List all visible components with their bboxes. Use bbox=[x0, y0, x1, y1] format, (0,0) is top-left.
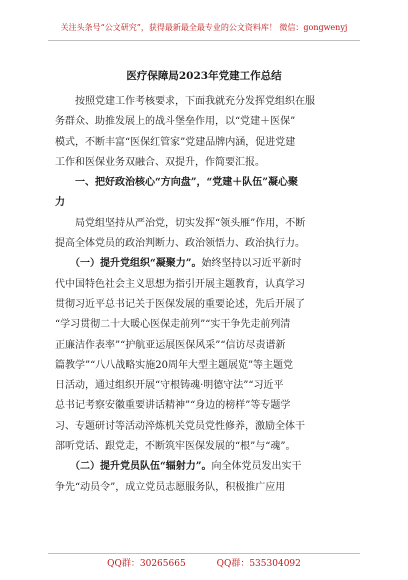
subsection-heading: （一）提升党组织“凝聚力”。 bbox=[55, 258, 202, 270]
body-line: “学习贯彻二十大暖心医保走前列”“实干争先走前列清 bbox=[55, 319, 291, 331]
document-body bbox=[55, 92, 351, 498]
body-line: 按照党建工作考核要求，下面我就充分发挥党组织在服 bbox=[55, 96, 315, 107]
body-line: 习、专题研讨等活动淬炼机关党员党性修养，激励全体干 bbox=[55, 420, 305, 432]
subsection-heading: （二）提升党员队伍“辐射力”。 bbox=[55, 461, 212, 473]
body-line: 局党组坚持从严治党，切实发挥“领头雁”作用，不断 bbox=[55, 217, 306, 229]
body-text: 始终坚持以习近平新时 bbox=[201, 258, 302, 270]
body-line: 正廉洁作表率”“护航亚运展医保风采”“信访尽责谱新 bbox=[55, 339, 286, 351]
body-text: 向全体党员发出实干 bbox=[211, 461, 302, 473]
body-line: 务群众、助推发展上的战斗堡垒作用，以“党建＋医保” bbox=[55, 116, 296, 128]
body-line: 总书记考察安徽重要讲话精神”“身边的榜样”等专题学 bbox=[55, 400, 291, 412]
promo-banner: 关注头条号“公文研究”，获得最新最全最专业的公文资料库！ 微信：gongwenyj bbox=[60, 23, 348, 32]
subsection-first-line bbox=[55, 254, 351, 274]
body-line: 篇教学”“八八战略实施20周年大型主题展览”等主题党 bbox=[55, 359, 294, 371]
body-line: 日活动，通过组织开展“守根铸魂·明德守法”“习近平 bbox=[55, 380, 284, 392]
body-line: 提高全体党员的政治判断力、政治领悟力、政治执行力。 bbox=[55, 238, 305, 250]
qq-group-1: QQ群：30265665 bbox=[107, 559, 186, 569]
section-heading: 一、把好政治核心“方向盘”，“党建＋队伍”凝心聚 bbox=[55, 177, 299, 189]
header-divider bbox=[48, 40, 360, 41]
body-line: 工作和医保业务双融合、双提升，作简要汇报。 bbox=[55, 156, 265, 168]
body-line: 贯彻习近平总书记关于医保发展的重要论述，先后开展了 bbox=[55, 298, 305, 310]
body-line: 代中国特色社会主义思想为指引开展主题教育，认真学习 bbox=[55, 278, 305, 290]
footer-divider bbox=[48, 553, 360, 554]
body-line: 争先“动员令”，成立党员志愿服务队，积极推广应用 bbox=[55, 481, 286, 493]
footer bbox=[48, 556, 360, 569]
body-line: 部听党话、跟党走，不断筑牢医保发展的“根”与“魂”。 bbox=[55, 441, 296, 453]
subsection-first-line bbox=[55, 457, 351, 477]
section-heading: 力 bbox=[55, 197, 65, 209]
document-title: 医疗保障局2023年党建工作总结 bbox=[126, 70, 282, 82]
body-line: 模式，不断丰富“医保红管家”党建品牌内涵，促进党建 bbox=[55, 136, 296, 148]
qq-group-2: QQ群：535304092 bbox=[216, 559, 301, 569]
